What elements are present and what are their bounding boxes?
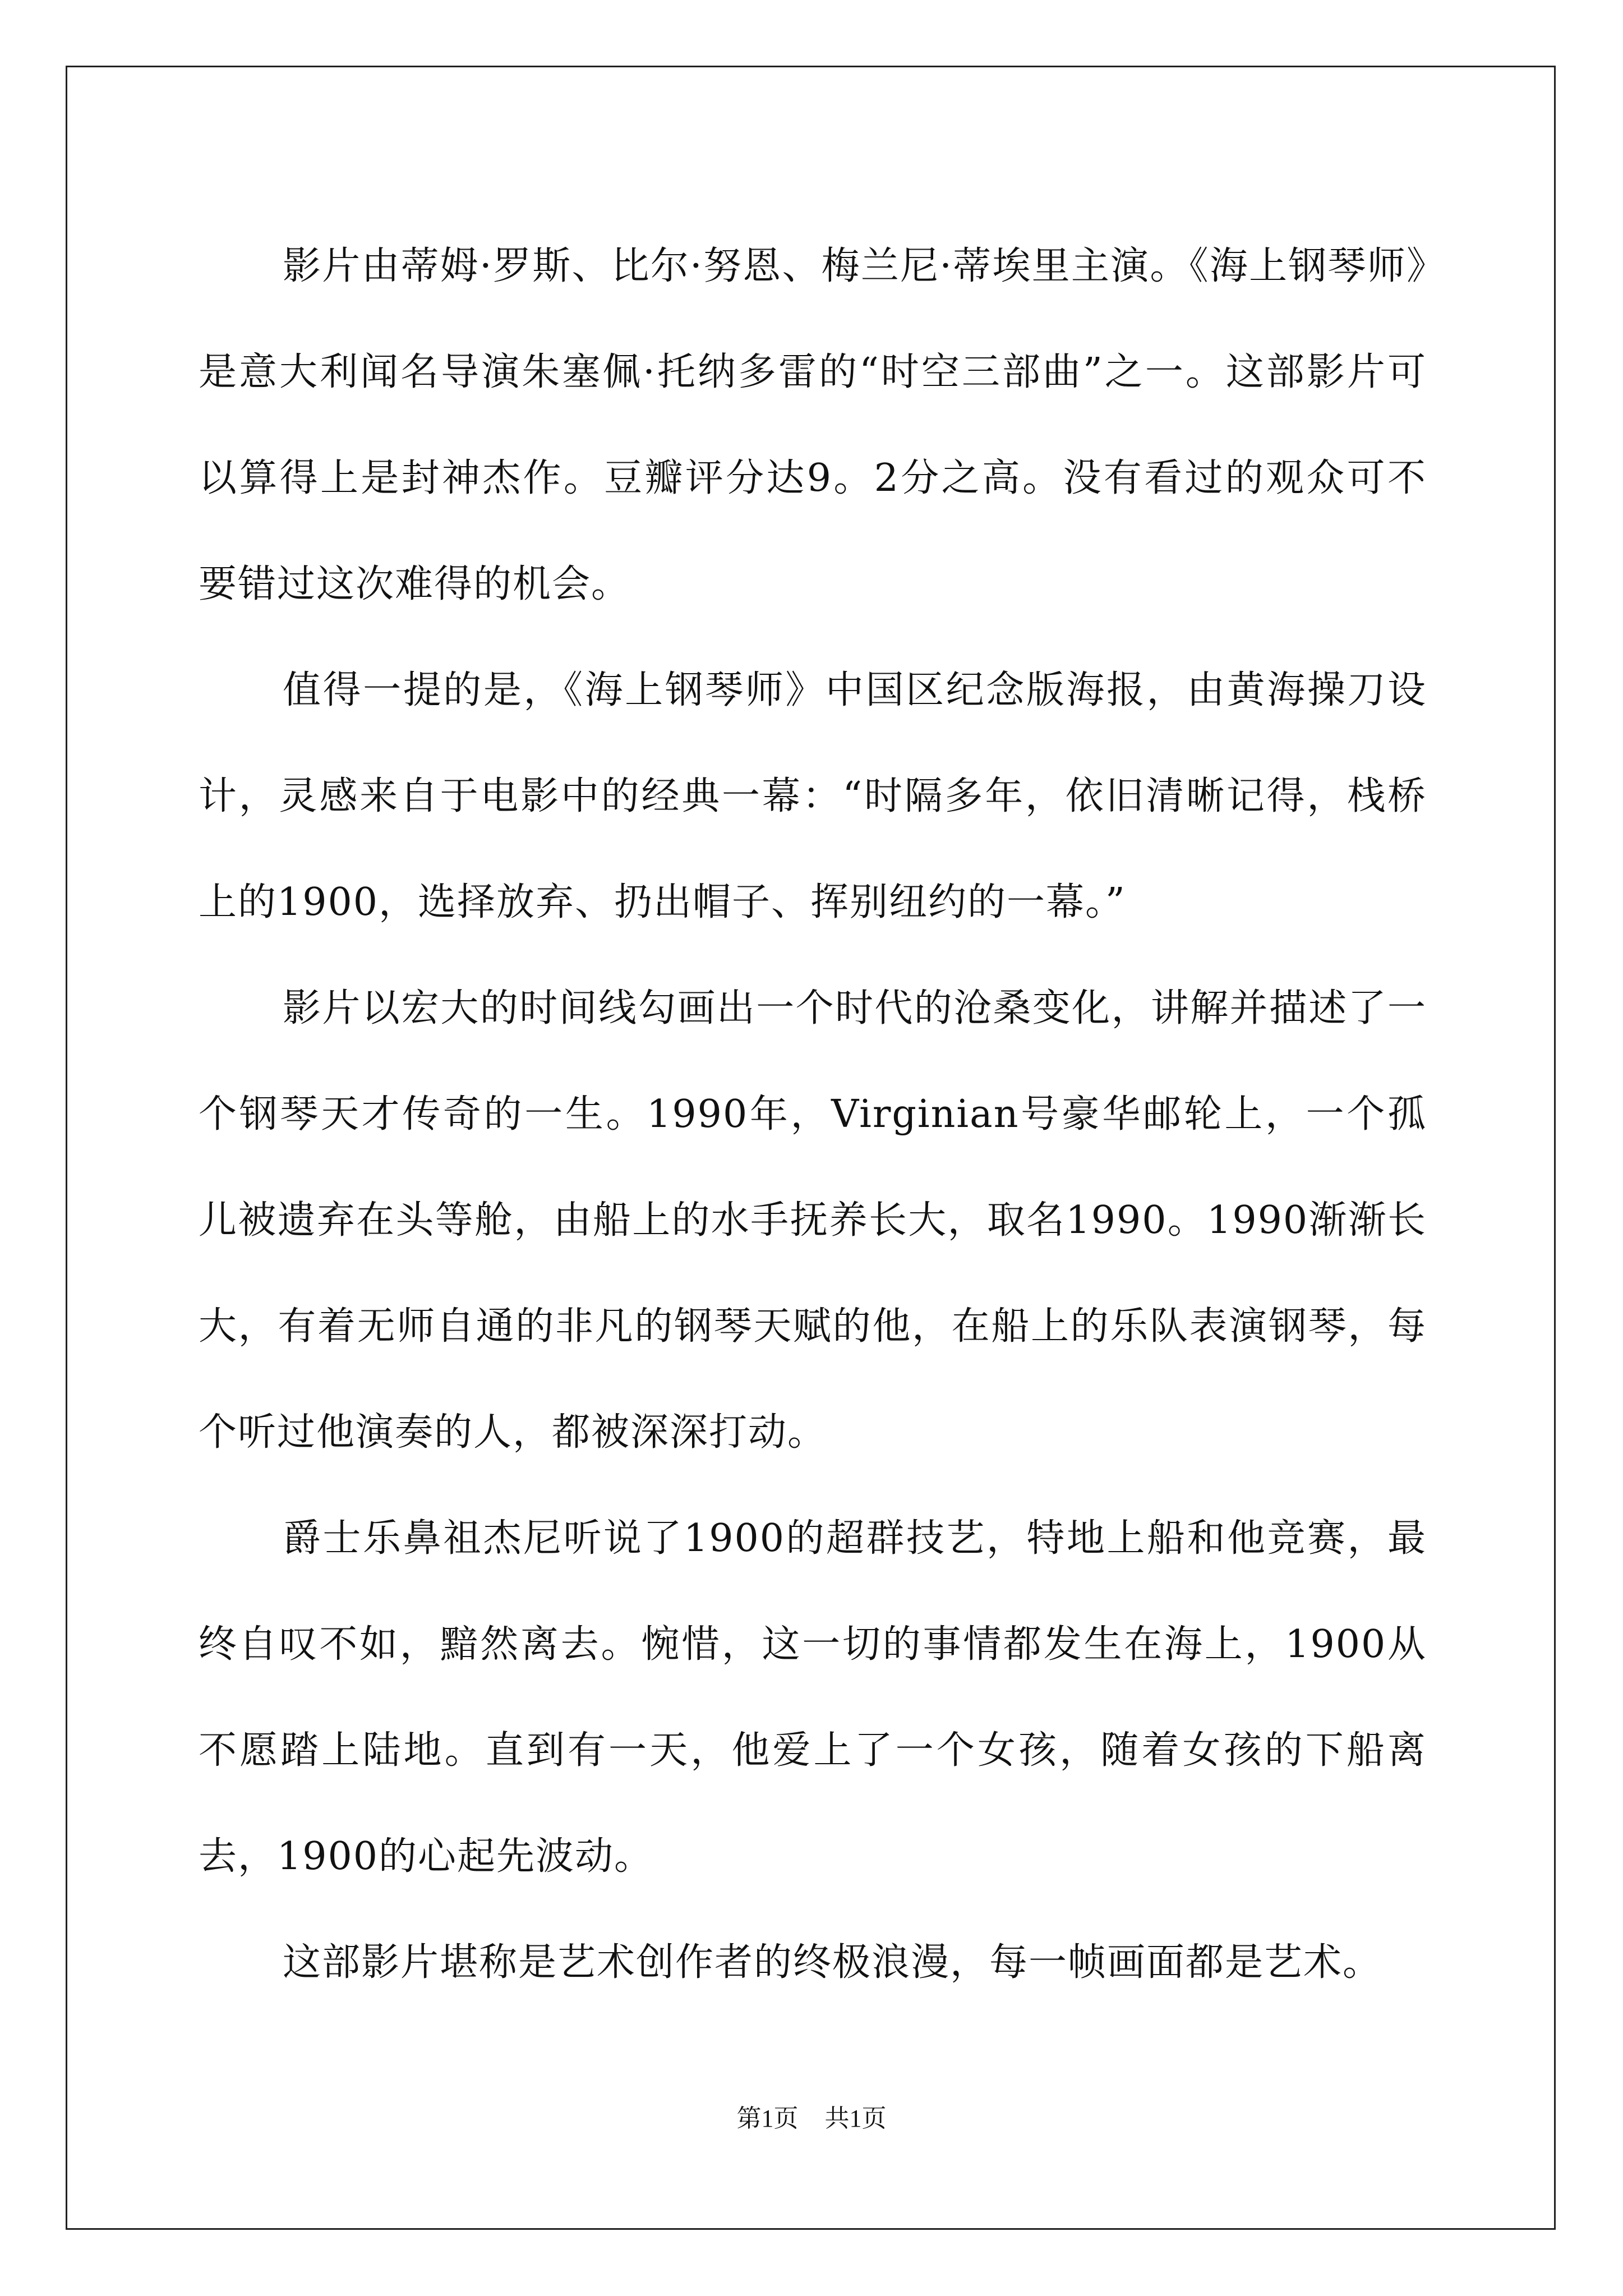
paragraph-3: 影片以宏大的时间线勾画出一个时代的沧桑变化，讲解并描述了一个钢琴天才传奇的一生。1990年，Virginian号豪华邮轮上，一个孤儿被遗弃在头等舱，由船上的水手抚养长大，取名1990。1990渐渐长大，有着无师自通的非凡的钢琴天赋的他，在船上的乐队表演钢琴，每个听过他演奏的人，都被深深打动。 [199, 986, 1427, 1455]
page-total: 共1页 [824, 2105, 887, 2132]
document-body [199, 213, 1427, 2016]
paragraph-2: 值得一提的是，《海上钢琴师》中国区纪念版海报，由黄海操刀设计，灵感来自于电影中的经典一幕：“时隔多年，依旧清晰记得，栈桥上的1900，选择放弃、扔出帽子、挥别纽约的一幕。” [199, 668, 1427, 924]
page-number: 第1页 [736, 2105, 799, 2132]
paragraph-1: 影片由蒂姆·罗斯、比尔·努恩、梅兰尼·蒂埃里主演。《海上钢琴师》是意大利闻名导演朱塞佩·托纳多雷的“时空三部曲”之一。这部影片可以算得上是封神杰作。豆瓣评分达9。2分之高。没有看过的观众可不要错过这次难得的机会。 [199, 244, 1427, 606]
paragraph-5: 这部影片堪称是艺术创作者的终极浪漫，每一帧画面都是艺术。 [283, 1940, 1382, 1985]
page-footer [0, 2098, 1623, 2134]
paragraph-4: 爵士乐鼻祖杰尼听说了1900的超群技艺，特地上船和他竞赛，最终自叹不如，黯然离去。惋惜，这一切的事情都发生在海上，1900从不愿踏上陆地。直到有一天，他爱上了一个女孩，随着女孩的下船离去，1900的心起先波动。 [199, 1516, 1427, 1879]
